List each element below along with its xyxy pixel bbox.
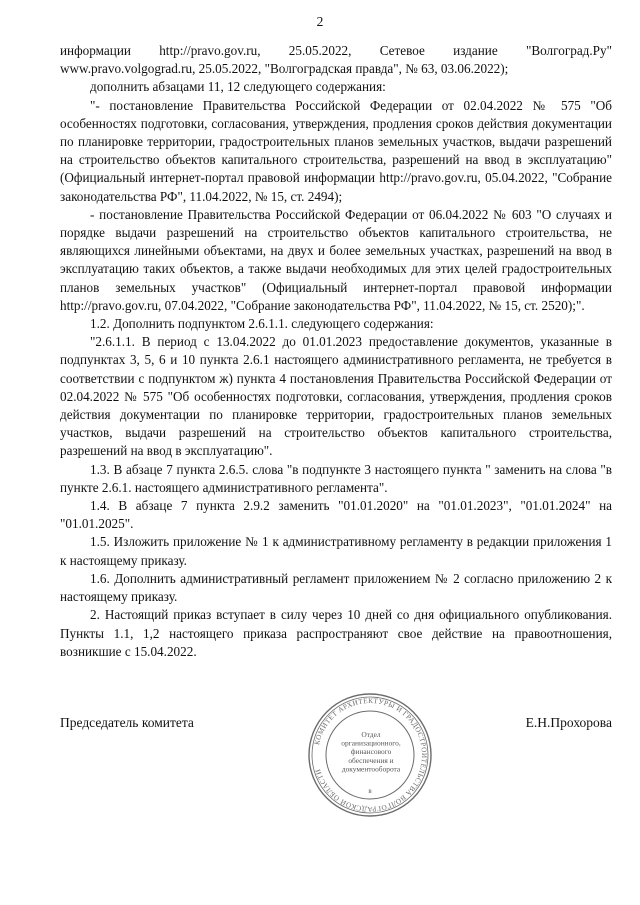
seal-center-line: обеспечения и: [348, 755, 394, 765]
page-number: 2: [316, 14, 324, 29]
document-body: [60, 42, 612, 661]
paragraph-item-1-2: 1.2. Дополнить подпунктом 2.6.1.1. следующего содержания:: [90, 316, 434, 332]
paragraph-decree-575: "- постановление Правительства Российской Федерации от 02.04.2022 № 575 "Об особенностях подготовки, согласования, утверждения, продления сроков действия документации по планировке территории, градостроительных планов земельных участков, выдачи разрешений на строительство объектов капитального строительства, разрешений на ввод в эксплуатацию" (Официальный интернет-портал правовой информации http://pravo.gov.ru, 05.04.2022, "Собрание законодательства РФ", 11.04.2022, № 15, ст. 2494);: [60, 97, 612, 204]
paragraph-item-1-6: 1.6. Дополнить административный регламент приложением № 2 согласно приложению 2 к настоящему приказу.: [60, 570, 612, 605]
paragraph-continuation: информации http://pravo.gov.ru, 25.05.2022, Сетевое издание "Волгоград.Ру" www.pravo.volgograd.ru, 25.05.2022, "Волгоградская правда", № 63, 03.06.2022);: [60, 43, 612, 77]
paragraph-add-clauses: дополнить абзацами 11, 12 следующего содержания:: [90, 79, 386, 95]
seal-center-line: Отдел: [361, 730, 381, 739]
official-seal-stamp: [305, 690, 435, 820]
seal-center-line: документооборота: [341, 764, 401, 774]
seal-center-line: организационного,: [341, 738, 401, 748]
paragraph-item-2: 2. Настоящий приказ вступает в силу через 10 дней со дня официального опубликования. Пункты 1.1, 1,2 настоящего приказа распространяют свое действие на правоотношения, возникшие с 15.04.2022.: [60, 607, 612, 659]
svg-text:КОМИТЕТ АРХИТЕКТУРЫ И ГРАДОСТР: КОМИТЕТ АРХИТЕКТУРЫ И ГРАДОСТРОИТЕЛЬСТВА ВОЛГОГРАДСКОЙ ОБЛАСТИ: [313, 696, 429, 814]
paragraph-item-1-5: 1.5. Изложить приложение № 1 к административному регламенту в редакции приложения 1 к настоящему приказу.: [60, 534, 612, 568]
paragraph-item-1-4: 1.4. В абзаце 7 пункта 2.9.2 заменить "01.01.2020" на "01.01.2023", "01.01.2024" на "01.01.2025".: [60, 498, 612, 532]
paragraph-item-1-3: 1.3. В абзаце 7 пункта 2.6.5. слова "в подпункте 3 настоящего пункта " заменить на слова "в пункте 2.6.1. настоящего административного регламента".: [60, 461, 612, 495]
paragraph-decree-603: - постановление Правительства Российской Федерации от 06.04.2022 № 603 "О случаях и порядке выдачи разрешений на строительство объектов капитального строительства, не являющихся линейными объектами, на двух и более земельных участках, разрешений на ввод в эксплуатацию таких объектов, а также выдачи необходимых для этих целей градостроительных планов земельных участков" (Официальный интернет-портал правовой информации http://pravo.gov.ru, 07.04.2022, "Собрание законодательства РФ", 11.04.2022, № 15, ст. 2520);".: [60, 206, 612, 313]
paragraph-subitem-2-6-1-1: "2.6.1.1. В период с 13.04.2022 до 01.01.2023 предоставление документов, указанные в подпунктах 3, 5, 6 и 10 пункта 2.6.1 настоящего административного регламента, не требуется в соответствии с подпунктом ж) пункта 4 постановления Правительства Российской Федерации от 02.04.2022 № 575 "Об особенностях подготовки, согласования, утверждения, продления сроков действия документации по планировке территории, градостроительных планов земельных участков, выдачи разрешений на строительство объектов капитального строительства, разрешений на ввод в эксплуатацию".: [60, 334, 612, 459]
signatory-title: Председатель комитета: [60, 715, 194, 730]
signatory-name: Е.Н.Прохорова: [525, 715, 612, 730]
svg-text:в: в: [368, 787, 372, 795]
seal-center-line: финансового: [350, 747, 392, 757]
